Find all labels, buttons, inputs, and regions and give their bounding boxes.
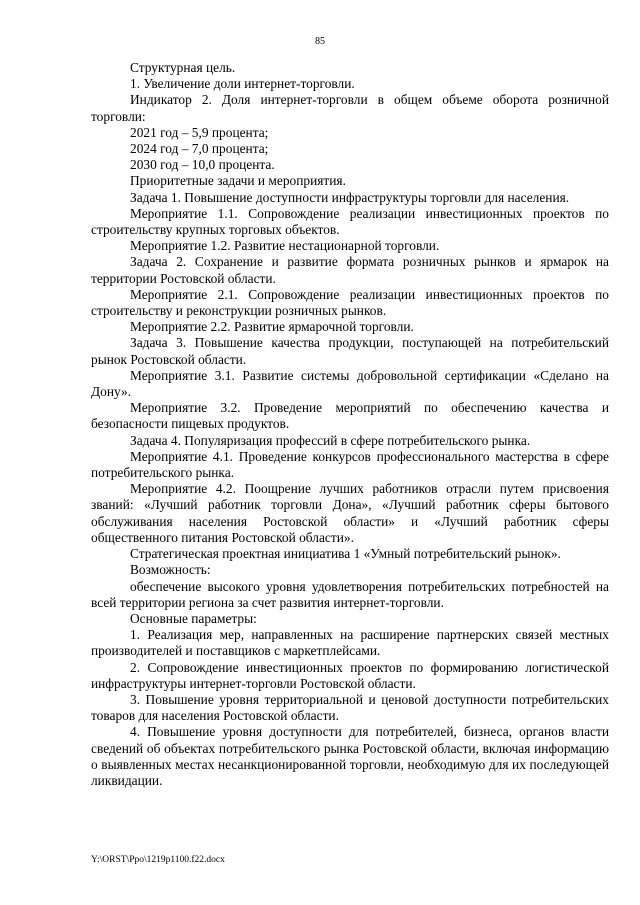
paragraph: Приоритетные задачи и мероприятия. xyxy=(130,173,346,189)
paragraph: Основные параметры: xyxy=(130,610,257,626)
paragraph: 2021 год – 5,9 процента; xyxy=(130,124,269,140)
paragraph: 3. Повышение уровня территориальной и ценовой доступности потребительских товаров для населения Ростовской области. xyxy=(91,691,609,724)
paragraph: Индикатор 2. Доля интернет-торговли в общем объеме оборота розничной торговли: xyxy=(91,92,609,124)
document-body xyxy=(91,60,609,789)
footer-file-path: Y:\ORST\Ppo\1219p1100.f22.docx xyxy=(91,855,225,865)
paragraph: 1. Увеличение доли интернет-торговли. xyxy=(130,76,355,92)
paragraph: 2030 год – 10,0 процента. xyxy=(130,157,275,173)
paragraph: Мероприятие 1.2. Развитие нестационарной торговли. xyxy=(130,238,440,254)
paragraph: Мероприятие 2.1. Сопровождение реализации инвестиционных проектов по строительству и реконструкции розничных рынков. xyxy=(91,286,609,319)
paragraph: 4. Повышение уровня доступности для потребителей, бизнеса, органов власти сведений об объектах потребительского рынка Ростовской области, включая информацию о выявленных местах несанкционированной торговли, необходимую для их последующей ликвидации. xyxy=(91,724,609,788)
paragraph: Возможность: xyxy=(130,562,211,578)
paragraph: Мероприятие 4.1. Проведение конкурсов профессионального мастерства в сфере потребительского рынка. xyxy=(91,448,609,481)
paragraph: Мероприятие 1.1. Сопровождение реализации инвестиционных проектов по строительству крупных торговых объектов. xyxy=(91,205,609,238)
paragraph: Структурная цель. xyxy=(130,60,236,75)
paragraph: Задача 3. Повышение качества продукции, поступающей на потребительский рынок Ростовской области. xyxy=(91,335,609,367)
paragraph: Мероприятие 3.1. Развитие системы добровольной сертификации «Сделано на Дону». xyxy=(91,367,609,400)
paragraph: Стратегическая проектная инициатива 1 «Умный потребительский рынок». xyxy=(130,546,561,562)
paragraph: Задача 2. Сохранение и развитие формата розничных рынков и ярмарок на территории Ростовской области. xyxy=(91,254,609,286)
paragraph: Задача 1. Повышение доступности инфраструктуры торговли для населения. xyxy=(130,189,570,205)
paragraph: обеспечение высокого уровня удовлетворения потребительских потребностей на всей территории региона за счет развития интернет-торговли. xyxy=(91,578,609,610)
paragraph: 1. Реализация мер, направленных на расширение партнерских связей местных производителей и поставщиков с маркетплейсами. xyxy=(91,627,609,659)
page-number: 85 xyxy=(315,36,325,47)
paragraph: Задача 4. Популяризация профессий в сфере потребительского рынка. xyxy=(130,432,531,448)
paragraph: Мероприятие 4.2. Поощрение лучших работников отрасли путем присвоения званий: «Лучший работник торговли Дона», «Лучший работник сферы бытового обслуживания населения Ростовской области» и «Лучший работник сферы общественного питания Ростовской области». xyxy=(91,481,609,545)
paragraph: 2. Сопровождение инвестиционных проектов по формированию логистической инфраструктуры интернет-торговли Ростовской области. xyxy=(91,659,609,691)
paragraph: Мероприятие 3.2. Проведение мероприятий по обеспечению качества и безопасности пищевых продуктов. xyxy=(91,400,609,432)
paragraph: 2024 год – 7,0 процента; xyxy=(130,141,269,157)
paragraph: Мероприятие 2.2. Развитие ярмарочной торговли. xyxy=(130,319,414,335)
